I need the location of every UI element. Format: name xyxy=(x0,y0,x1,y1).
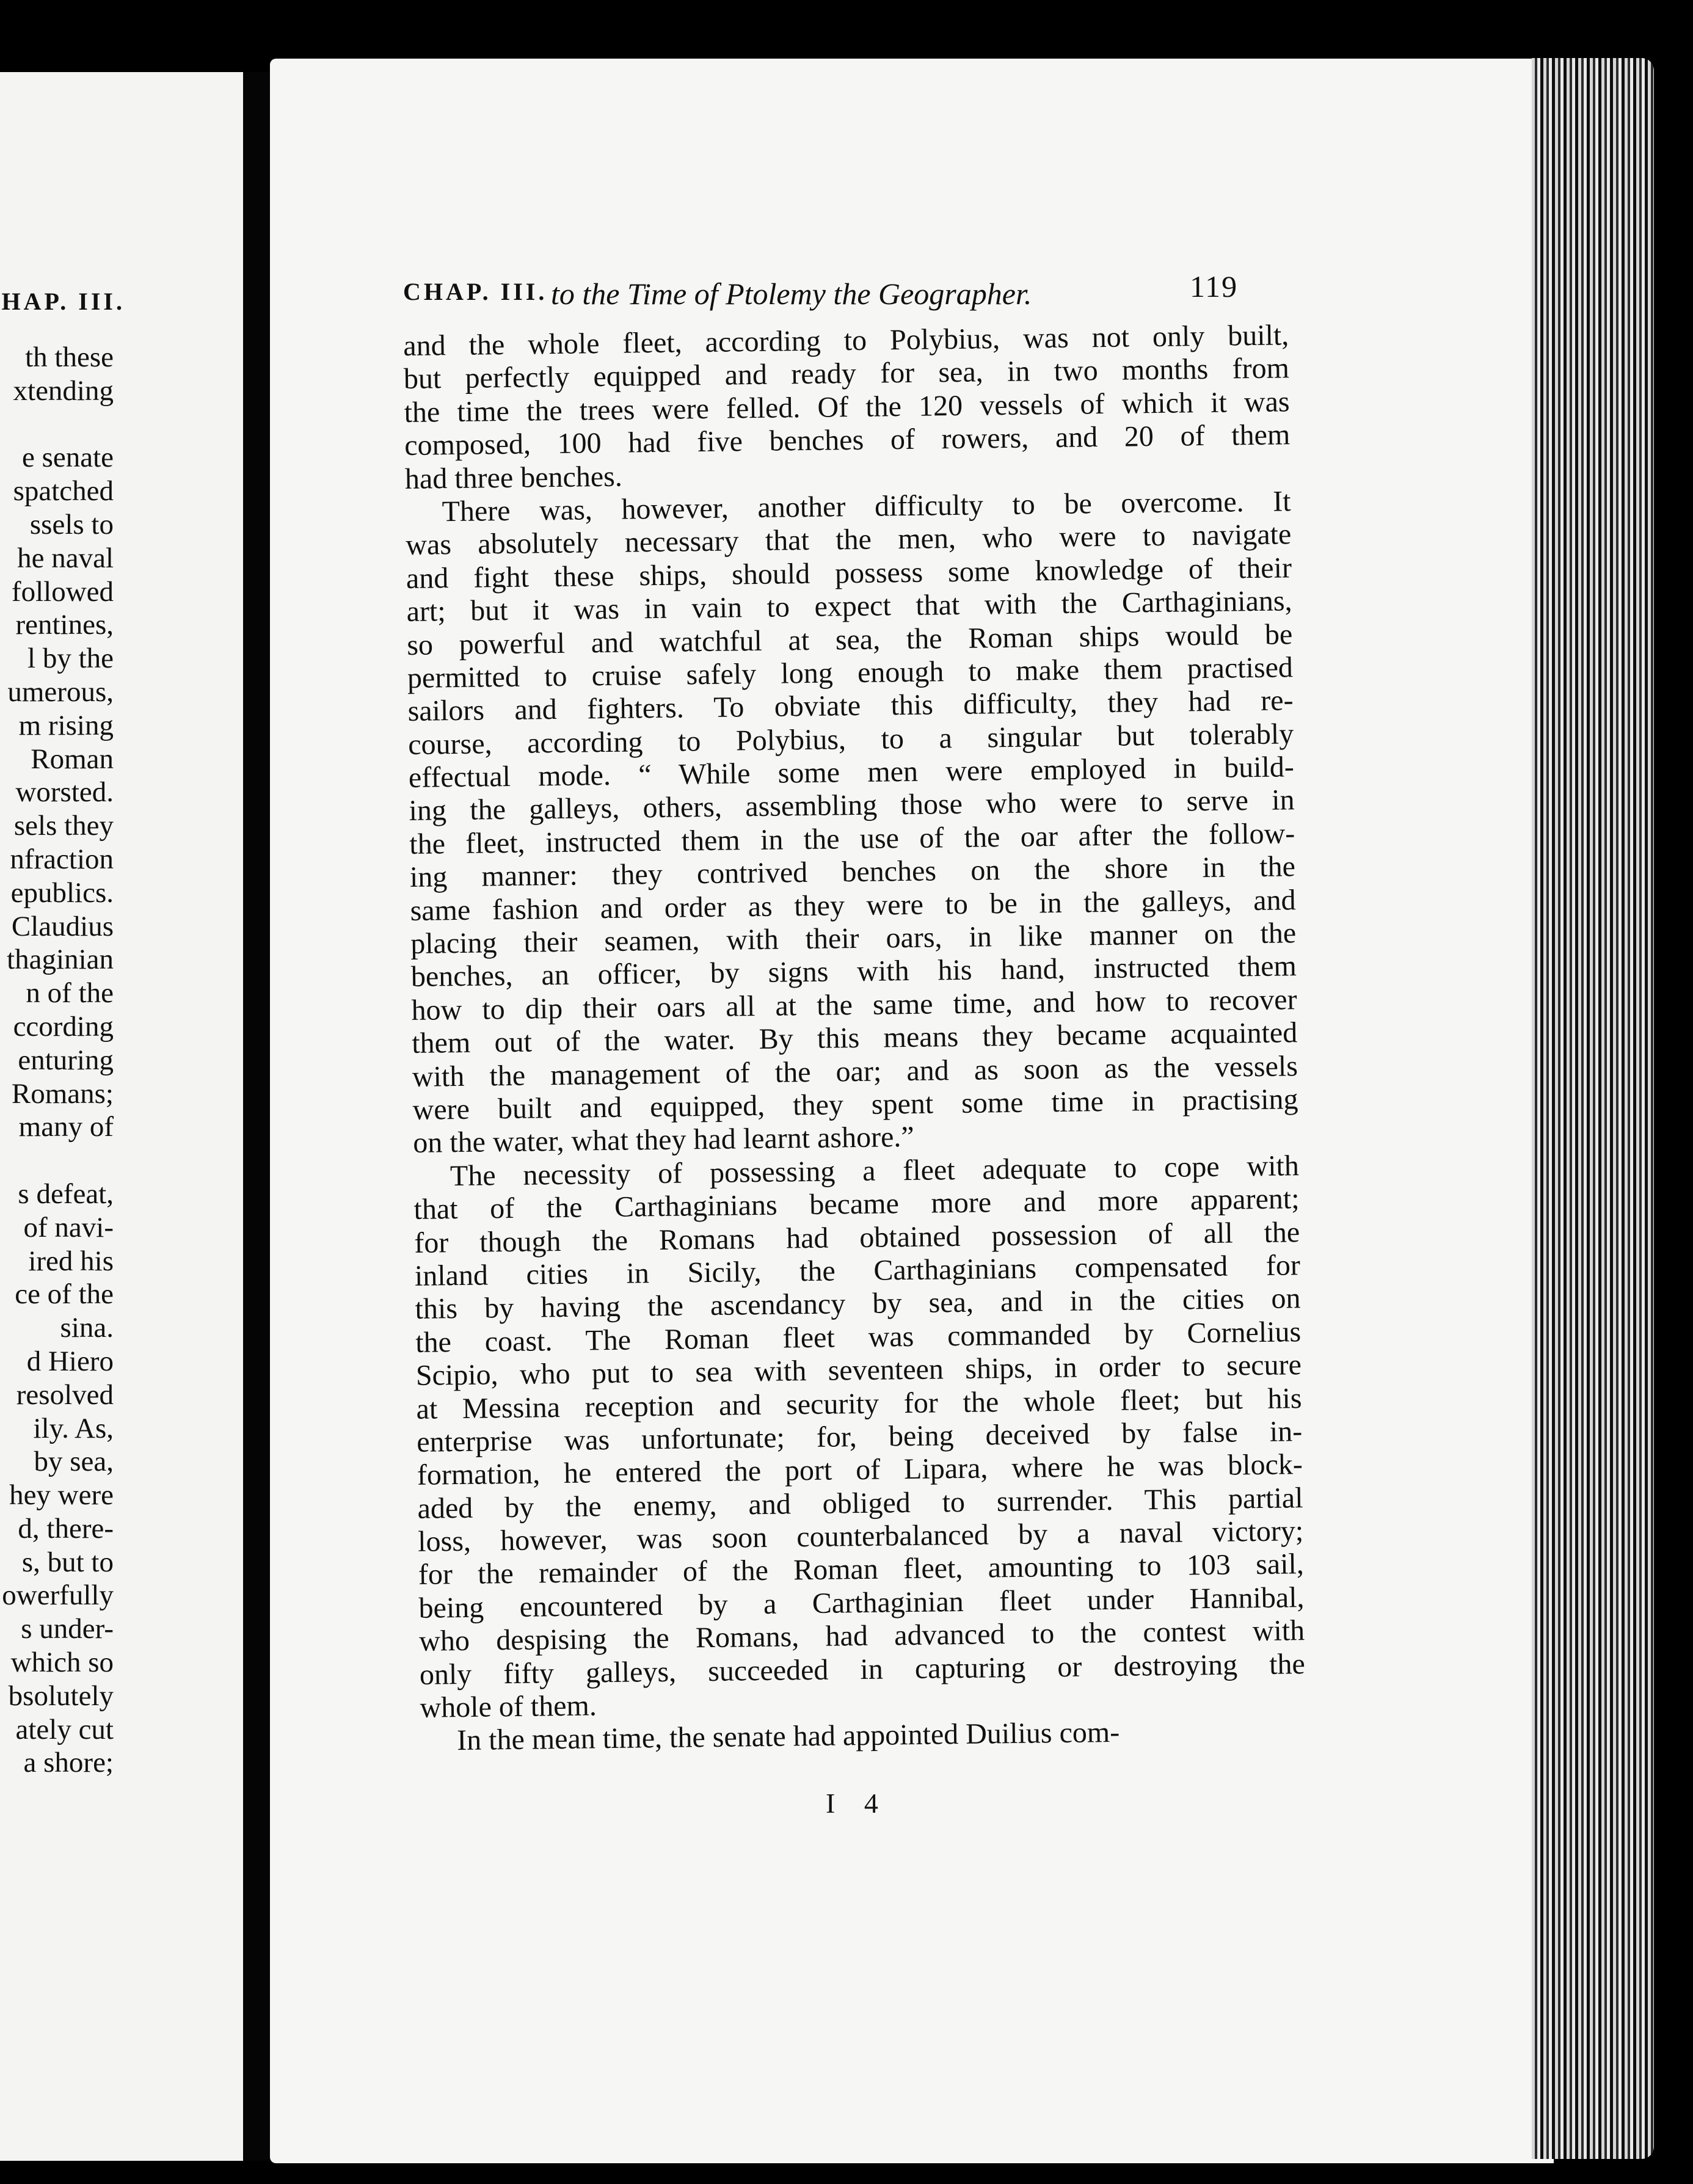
text-line: permitted to cruise safely long enough to make them practised xyxy=(407,651,1294,694)
text-line: placing their seamen, with their oars, in like manner on the xyxy=(410,917,1297,960)
text-line: benches, an officer, by signs with his hand, instructed them xyxy=(410,950,1297,994)
left-page-line: e senate xyxy=(21,442,114,474)
chapter-label: CHAP. III. xyxy=(403,278,548,305)
left-page-line: Romans; xyxy=(11,1077,114,1110)
left-page-line: enturing xyxy=(18,1044,114,1076)
left-page-line: thaginian xyxy=(7,944,114,976)
left-page-line: epublics. xyxy=(10,876,114,909)
text-line: effectual mode. “ While some men were employed in build- xyxy=(408,751,1295,795)
text-line: who despising the Romans, had advanced to the contest with xyxy=(418,1614,1305,1658)
left-page-line: ily. As, xyxy=(33,1412,114,1444)
text-line: same fashion and order as they were to be in the galleys, and xyxy=(410,883,1296,927)
text-line: ing the galleys, others, assembling those who were to serve in xyxy=(409,784,1295,828)
left-page-line: umerous, xyxy=(7,675,114,708)
text-line: them out of the water. By this means they became acquainted xyxy=(411,1016,1298,1060)
left-page-line: he naval xyxy=(17,542,114,574)
text-line: and fight these ships, should possess some knowledge of their xyxy=(406,551,1292,595)
text-line: In the mean time, the senate had appointed Duilius com- xyxy=(456,1716,1120,1757)
text-line: sailors and fighters. To obviate this difficulty, they had re- xyxy=(407,684,1294,728)
left-page-line: s, but to xyxy=(21,1546,114,1578)
left-page-line: spatched xyxy=(13,475,114,508)
left-page-line: ssels to xyxy=(29,508,114,541)
text-line: on the water, what they had learnt ashore.” xyxy=(412,1121,914,1160)
left-page-line: which so xyxy=(10,1647,114,1679)
left-page-line: rentines, xyxy=(15,609,114,641)
left-page-line: of navi- xyxy=(23,1211,114,1243)
left-page-text xyxy=(2,341,114,1780)
text-line: the fleet, instructed them in the use of the oar after the follow- xyxy=(409,817,1295,861)
text-line: course, according to Polybius, to a singular but tolerably xyxy=(407,717,1294,761)
left-page-line: hey were xyxy=(9,1479,114,1512)
left-page-line: bsolutely xyxy=(8,1680,114,1712)
left-page-line: sels they xyxy=(13,810,114,842)
left-page-line: Claudius xyxy=(11,910,114,942)
text-line: art; but it was in vain to expect that with the Carthaginians, xyxy=(406,584,1292,628)
left-page-line: d Hiero xyxy=(26,1345,114,1377)
left-page-line: a shore; xyxy=(23,1747,114,1779)
left-page-line: ately cut xyxy=(15,1713,114,1745)
running-head xyxy=(403,276,1295,313)
left-page xyxy=(0,72,243,2161)
text-line: and the whole fleet, according to Polybius, was not only built, xyxy=(403,319,1289,362)
text-line: being encountered by a Carthaginian fleet under Hannibal, xyxy=(418,1581,1305,1625)
left-page-line: owerfully xyxy=(2,1579,114,1612)
left-page-line: xtending xyxy=(13,374,114,407)
page-number: 119 xyxy=(1190,269,1239,304)
left-page-line: s under- xyxy=(21,1613,114,1645)
text-line: aded by the enemy, and obliged to surrender. This partial xyxy=(417,1481,1303,1525)
text-line: ing manner: they contrived benches on the shore in the xyxy=(409,850,1296,894)
left-page-line: th these xyxy=(25,341,114,373)
left-page-header: HAP. III. xyxy=(1,288,125,315)
signature-mark: I 4 xyxy=(826,1788,889,1819)
left-page-line: d, there- xyxy=(18,1512,114,1545)
left-page-line: followed xyxy=(11,575,114,608)
text-line: enterprise was unfortunate; for, being deceived by false in- xyxy=(416,1415,1303,1458)
text-line: but perfectly equipped and ready for sea, in two months from xyxy=(403,352,1290,396)
left-page-line: l by the xyxy=(27,642,114,675)
left-page-line: resolved xyxy=(16,1378,114,1411)
left-page-line: ired his xyxy=(28,1245,114,1277)
left-page-line: n of the xyxy=(26,977,114,1010)
text-line: was absolutely necessary that the men, who were to navigate xyxy=(405,518,1292,562)
text-line: the coast. The Roman fleet was commanded by Cornelius xyxy=(415,1315,1302,1359)
text-line: The necessity of possessing a fleet adequate to cope with xyxy=(450,1149,1300,1192)
left-page-line: by sea, xyxy=(34,1446,114,1478)
left-page-line xyxy=(2,408,114,442)
running-title: to the Time of Ptolemy the Geographer. xyxy=(551,277,1032,311)
text-line: formation, he entered the port of Lipara, where he was block- xyxy=(417,1448,1303,1492)
book-gutter xyxy=(243,72,270,2161)
left-page-line: ce of the xyxy=(15,1278,114,1311)
text-line: how to dip their oars all at the same time, and how to recover xyxy=(411,983,1297,1027)
left-page-line: many of xyxy=(18,1111,114,1143)
text-line: had three benches. xyxy=(404,460,623,495)
body-text xyxy=(403,319,1306,1758)
left-page-line: m rising xyxy=(18,709,114,741)
text-line: only fifty galleys, succeeded in capturing or destroying the xyxy=(419,1647,1306,1691)
left-page-line: worsted. xyxy=(15,776,114,809)
text-line: There was, however, another difficulty to be overcome. It xyxy=(442,485,1291,528)
text-line: with the management of the oar; and as soon as the vessels xyxy=(412,1049,1298,1093)
page-edges xyxy=(1532,58,1654,2159)
left-page-line: sina. xyxy=(60,1312,114,1344)
text-line: inland cities in Sicily, the Carthaginians compensated for xyxy=(414,1249,1301,1292)
text-line: loss, however, was soon counterbalanced by a naval victory; xyxy=(417,1515,1304,1558)
text-line: for the remainder of the Roman fleet, amounting to 103 sail, xyxy=(418,1548,1305,1592)
text-line: Scipio, who put to sea with seventeen ships, in order to secure xyxy=(415,1349,1302,1392)
text-line: so powerful and watchful at sea, the Roman ships would be xyxy=(406,617,1293,661)
text-line: for though the Romans had obtained possession of all the xyxy=(413,1215,1300,1259)
text-line: this by having the ascendancy by sea, and in the cities on xyxy=(415,1282,1301,1326)
left-page-line: s defeat, xyxy=(18,1178,114,1210)
text-line: whole of them. xyxy=(420,1689,597,1724)
text-line: were built and equipped, they spent some time in practising xyxy=(412,1083,1298,1126)
left-page-line: ccording xyxy=(13,1010,114,1043)
text-line: the time the trees were felled. Of the 120 vessels of which it was xyxy=(404,385,1290,429)
text-line: at Messina reception and security for the whole fleet; but his xyxy=(416,1381,1302,1425)
text-line: composed, 100 had five benches of rowers, and 20 of them xyxy=(404,418,1291,462)
left-page-line xyxy=(2,1144,114,1178)
left-page-line: nfraction xyxy=(10,843,114,875)
text-line: that of the Carthaginians became more and more apparent; xyxy=(413,1182,1300,1226)
left-page-line: Roman xyxy=(31,743,114,775)
